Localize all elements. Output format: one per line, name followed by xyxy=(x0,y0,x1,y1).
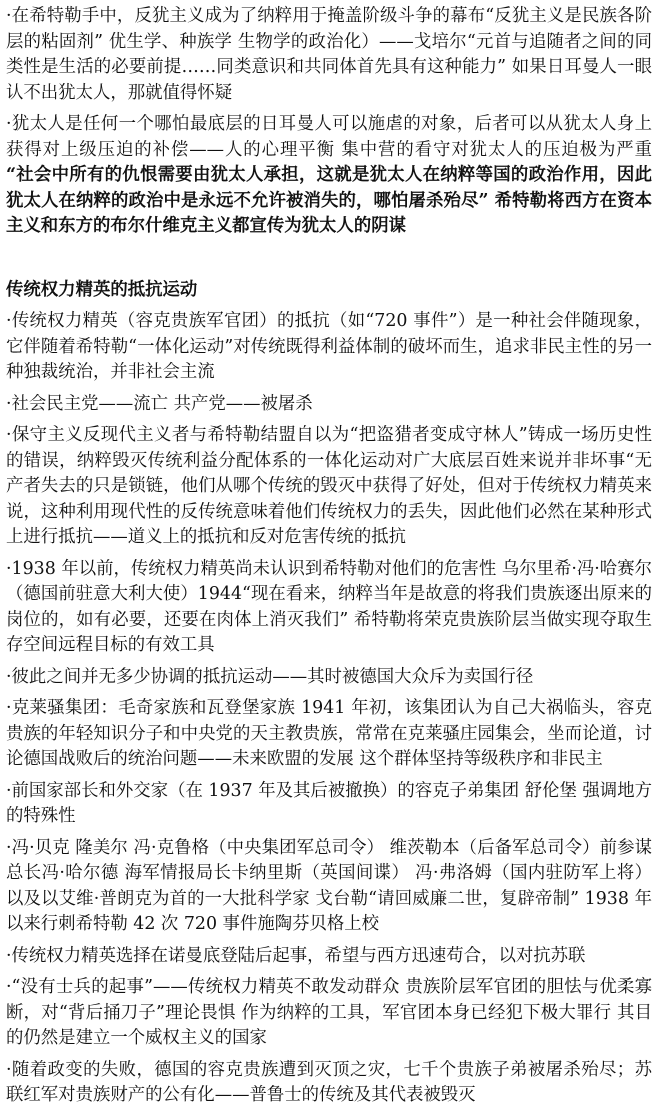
paragraph-kreisau-circle: ·克莱骚集团：毛奇家族和瓦登堡家族 1941 年初，该集团认为自己大祸临头，容克贵族的年轻知识分子和中央党的天主教贵族，常常在克莱骚庄园集会，坐而论道，讨论德国战败后的统治问题——未来欧盟的发展 这个群体坚持等级秩序和非民主 xyxy=(6,698,652,769)
paragraph-text: ·在希特勒手中，反犹主义成为了纳粹用于掩盖阶级斗争的幕布“反犹主义是民族各阶层的粘固剂” 优生学、种族学 生物学的政治化）——戈培尔“元首与追随者之间的同类性是生活的必要前提……同类意识和共同体首先具有这种能力” 如果日耳曼人一眼认不出犹太人，那就值得怀疑 xyxy=(6,6,652,103)
paragraph-uncoordinated: ·彼此之间并无多少协调的抵抗运动——其时被德国大众斥为卖国行径 xyxy=(6,666,534,687)
paragraph-conspirators: ·冯·贝克 隆美尔 冯·克鲁格（中央集团军总司令） 维茨勒本（后备军总司令）前参谋总长冯·哈尔德 海军情报局长卡纳里斯（英国间谍） 冯·弗洛姆（国内驻防军上将） 以及以艾维·普朗克为首的一大批科学家 戈台勒“请回威廉二世，复辟帝制” 1938 年以来行刺希特勒 42 次 720 事件施陶芬贝格上校 xyxy=(6,837,652,934)
paragraph-conservative-alliance: ·保守主义反现代主义者与希特勒结盟自以为“把盗猎者变成守林人”铸成一场历史性的错误，纳粹毁灭传统利益分配体系的一体化运动对广大底层百姓来说并非坏事“无产者失去的只是锁链，他们从哪个传统的毁灭中获得了好处，但对于传统权力精英来说，这种利用现代性的反传统意味着他们传统权力的丢失，因此他们必然在某种形式上进行抵抗——道义上的抵抗和反对危害传统的抵抗 xyxy=(6,425,652,547)
paragraph-elite-resistance: ·传统权力精英（容克贵族军官团）的抵抗（如“720 事件”）是一种社会伴随现象，它伴随着希特勒“一体化运动”对传统既得利益体制的破坏而生，追求非民主性的另一种独裁统治，并非社会主流 xyxy=(6,311,652,382)
paragraph-text: ·犹太人是任何一个哪怕最底层的日耳曼人可以施虐的对象，后者可以从犹太人身上获得对上级压迫的补偿——人的心理平衡 集中营的看守对犹太人的压迫极为严重 xyxy=(6,114,652,160)
paragraph-antisemitism-class xyxy=(6,4,652,106)
document-page xyxy=(6,4,652,1115)
paragraph-aftermath: ·随着政变的失败，德国的容克贵族遭到灭顶之灾，七千个贵族子弟被屠杀殆尽；苏联红军对贵族财产的公有化——普鲁士的传统及其代表被毁灭 xyxy=(6,1059,652,1105)
section-heading: 传统权力精英的抵抗运动 xyxy=(6,279,198,300)
paragraph-normandy: ·传统权力精英选择在诺曼底登陆后起事，希望与西方迅速苟合，以对抗苏联 xyxy=(6,945,586,966)
paragraph-no-soldiers: ·“没有士兵的起事”——传统权力精英不敢发动群众 贵族阶层军官团的胆怯与优柔寡断，对“背后捅刀子”理论畏惧 作为纳粹的工具，军官团本身已经犯下极大罪行 其目的仍然是建立一个威权主义的国家 xyxy=(6,977,652,1048)
paragraph-bold-text: “社会中所有的仇恨需要由犹太人承担，这就是犹太人在纳粹等国的政治作用，因此犹太人在纳粹的政治中是永远不允许被消失的，哪怕屠杀殆尽” 希特勒将西方在资本主义和东方的布尔什维克主义都宣传为犹太人的阴谋 xyxy=(6,165,652,236)
paragraph-former-ministers: ·前国家部长和外交家（在 1937 年及其后被撤换）的容克子弟集团 舒伦堡 强调地方的特殊性 xyxy=(6,780,652,826)
paragraph-1938: ·1938 年以前，传统权力精英尚未认识到希特勒对他们的危害性 乌尔里希·冯·哈赛尔（德国前驻意大利大使）1944“现在看来，纳粹当年是故意的将我们贵族逐出原来的岗位的，如有必要，还要在肉体上消灭我们” 希特勒将荣克贵族阶层当做实现夺取生存空间远程目标的有效工具 xyxy=(6,558,652,655)
paragraph-spd-kpd: ·社会民主党——流亡 共产党——被屠杀 xyxy=(6,393,313,414)
paragraph-jews-scapegoat xyxy=(6,112,652,240)
